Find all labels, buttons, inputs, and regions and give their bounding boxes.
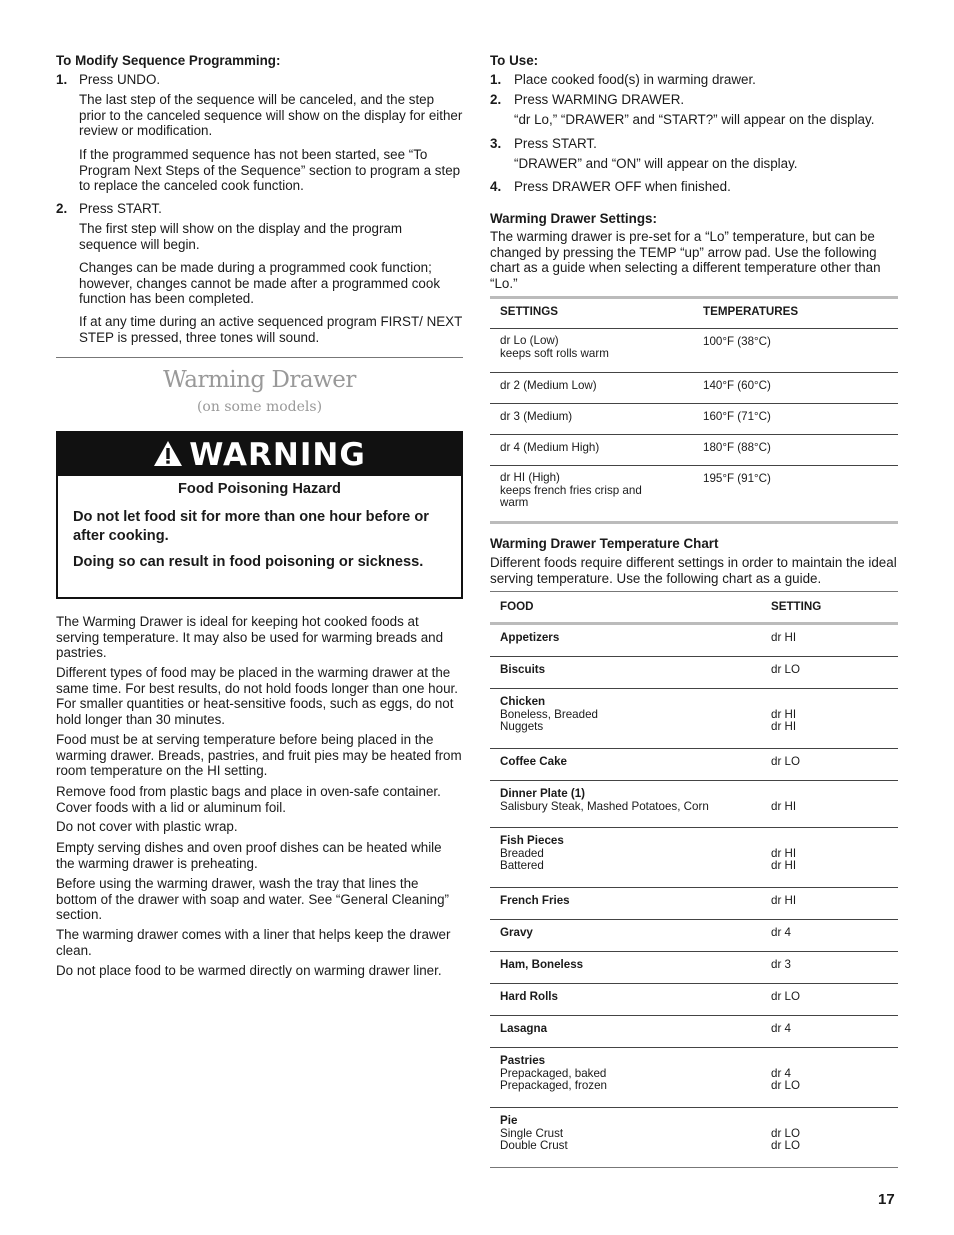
table-header: SETTING xyxy=(771,600,822,613)
food-name: Chicken xyxy=(500,695,546,708)
food-name: Lasagna xyxy=(500,1022,548,1035)
table-row xyxy=(490,920,898,951)
food-setting: dr 4 xyxy=(771,1066,791,1080)
setting-name: dr HI (High) xyxy=(500,471,560,484)
food-name: Dinner Plate (1) xyxy=(500,787,586,800)
food-variant: Salisbury Steak, Mashed Potatoes, Corn xyxy=(500,799,709,813)
food-variant: Battered xyxy=(500,859,544,873)
table-row xyxy=(490,328,898,372)
table-row xyxy=(490,689,898,748)
body-paragraph: Empty serving dishes and oven proof dishes can be heated while the warming drawer is preheating. xyxy=(56,840,442,871)
food-setting: dr LO xyxy=(771,755,800,768)
food-setting: dr LO xyxy=(771,1126,800,1140)
setting-temperature: 195°F (91°C) xyxy=(703,472,771,485)
table-rule xyxy=(490,296,898,299)
body-paragraph: Do not place food to be warmed directly on warming drawer liner. xyxy=(56,963,442,978)
modify-title: To Modify Sequence Programming: xyxy=(56,53,281,68)
setting-spacer xyxy=(771,696,796,709)
food-name: Coffee Cake xyxy=(500,755,568,768)
table-row xyxy=(490,434,898,465)
food-setting: dr HI xyxy=(771,631,797,644)
setting-note: keeps french fries crisp and warm xyxy=(500,483,642,510)
step-number: 3. xyxy=(490,136,502,151)
setting-name: dr 3 (Medium) xyxy=(500,410,573,423)
step-text: Press WARMING DRAWER. xyxy=(514,92,685,107)
step-text: Press START. xyxy=(79,201,162,216)
food-variant: Prepackaged, frozen xyxy=(500,1079,607,1093)
setting-spacer xyxy=(771,835,796,848)
food-variant: Breaded xyxy=(500,846,544,860)
body-paragraph: Do not cover with plastic wrap. xyxy=(56,819,238,834)
table-row xyxy=(490,952,898,983)
table-row xyxy=(490,403,898,434)
setting-spacer xyxy=(771,1055,800,1068)
food-name: Pastries xyxy=(500,1054,546,1067)
body-paragraph: Different types of food may be placed in the warming drawer at the same time. For best results, do not hold foods longer than one hour. For smaller quantities or heat-sensitive foods, such as eggs, do not hold longer than 30 minutes. xyxy=(56,665,458,727)
food-variant: Prepackaged, baked xyxy=(500,1066,607,1080)
food-setting: dr HI xyxy=(771,720,797,734)
setting-spacer xyxy=(771,788,796,801)
setting-name: dr 4 (Medium High) xyxy=(500,441,600,454)
setting-temperature: 180°F (88°C) xyxy=(703,441,771,454)
table-row xyxy=(490,984,898,1015)
food-variant: Double Crust xyxy=(500,1139,568,1153)
step-paragraph: The last step of the sequence will be canceled, and the step prior to the canceled sequence will show on the display for either review or modification. xyxy=(79,92,463,139)
settings-paragraph: The warming drawer is pre-set for a “Lo” temperature, but can be changed by pressing the TEMP “up” arrow pad. Use the following chart as a guide when selecting a different temperature other than “Lo.” xyxy=(490,229,881,291)
step-text: Place cooked food(s) in warming drawer. xyxy=(514,72,756,87)
setting-temperature: 140°F (60°C) xyxy=(703,379,771,392)
food-setting: dr LO xyxy=(771,1079,800,1093)
food-setting: dr LO xyxy=(771,1139,800,1153)
step-paragraph: Changes can be made during a programmed cook function; however, changes cannot be made after a programmed cook function has been completed. xyxy=(79,260,441,307)
food-name: Ham, Boneless xyxy=(500,958,584,971)
food-setting: dr LO xyxy=(771,663,800,676)
step-text: Press START. xyxy=(514,136,597,151)
warning-box xyxy=(56,431,463,599)
food-name: French Fries xyxy=(500,894,570,907)
food-setting: dr HI xyxy=(771,799,797,813)
warning-header xyxy=(58,433,461,476)
warning-word: WARNING xyxy=(189,436,366,473)
step-number: 2. xyxy=(490,92,502,107)
step-note: “DRAWER” and “ON” will appear on the display. xyxy=(514,156,798,171)
step-note: “dr Lo,” “DRAWER” and “START?” will appear on the display. xyxy=(514,112,875,127)
setting-spacer xyxy=(771,1115,800,1128)
table-rule xyxy=(490,521,898,524)
food-setting: dr HI xyxy=(771,859,797,873)
food-name: Gravy xyxy=(500,926,533,939)
table-header: FOOD xyxy=(500,600,534,613)
table-row xyxy=(490,1048,898,1107)
warning-text: Doing so can result in food poisoning or sickness. xyxy=(73,554,424,570)
setting-name: dr Lo (Low) xyxy=(500,334,559,347)
settings-table xyxy=(490,296,898,524)
warning-triangle-icon xyxy=(153,440,183,470)
step-text: Press UNDO. xyxy=(79,72,161,87)
body-paragraph: The Warming Drawer is ideal for keeping hot cooked foods at serving temperature. It may also be used for warming breads and pastries. xyxy=(56,614,444,661)
table-row xyxy=(490,781,898,827)
setting-temperature: 100°F (38°C) xyxy=(703,335,771,348)
chart-paragraph: Different foods require different settings in order to maintain the ideal serving temperature. Use the following chart as a guide. xyxy=(490,555,897,586)
table-row xyxy=(490,625,898,656)
food-setting: dr HI xyxy=(771,894,797,907)
section-title: Warming Drawer xyxy=(163,367,356,393)
table-row xyxy=(490,1108,898,1167)
table-header: SETTINGS xyxy=(500,305,558,318)
table-header: TEMPERATURES xyxy=(703,305,799,318)
food-variant: Single Crust xyxy=(500,1126,564,1140)
step-paragraph: If the programmed sequence has not been started, see “To Program Next Steps of the Sequence” section to program a step to replace the canceled cook function. xyxy=(79,147,461,194)
table-row xyxy=(490,372,898,403)
hazard-title: Food Poisoning Hazard xyxy=(178,481,341,497)
chart-title: Warming Drawer Temperature Chart xyxy=(490,536,719,551)
table-row xyxy=(490,657,898,688)
step-number: 1. xyxy=(56,72,68,87)
section-divider xyxy=(56,357,463,358)
table-rule xyxy=(490,1167,898,1168)
food-variant: Boneless, Breaded xyxy=(500,707,598,721)
section-subtitle: (on some models) xyxy=(196,399,323,415)
body-paragraph: The warming drawer comes with a liner that helps keep the drawer clean. xyxy=(56,927,451,958)
table-row xyxy=(490,1016,898,1047)
setting-note: keeps soft rolls warm xyxy=(500,346,609,360)
food-name: Biscuits xyxy=(500,663,546,676)
table-row xyxy=(490,828,898,887)
step-number: 1. xyxy=(490,72,502,87)
food-table xyxy=(490,591,898,1151)
body-paragraph: Before using the warming drawer, wash the tray that lines the bottom of the drawer with soap and water. See “General Cleaning” section. xyxy=(56,876,450,923)
food-setting: dr HI xyxy=(771,707,797,721)
use-title: To Use: xyxy=(490,53,539,68)
food-variant: Nuggets xyxy=(500,720,544,734)
body-paragraph: Remove food from plastic bags and place in oven-safe container. Cover foods with a lid or aluminum foil. xyxy=(56,784,441,815)
step-text: Press DRAWER OFF when finished. xyxy=(514,179,731,194)
step-paragraph: If at any time during an active sequenced program FIRST/ NEXT STEP is pressed, three tones will sound. xyxy=(79,314,463,345)
food-name: Fish Pieces xyxy=(500,834,564,847)
food-name: Pie xyxy=(500,1114,518,1127)
food-setting: dr 4 xyxy=(771,926,791,939)
settings-title: Warming Drawer Settings: xyxy=(490,211,657,226)
setting-temperature: 160°F (71°C) xyxy=(703,410,771,423)
warning-text: Do not let food sit for more than one hour before or after cooking. xyxy=(73,509,429,544)
food-setting: dr 4 xyxy=(771,1022,791,1035)
step-paragraph: The first step will show on the display and the program sequence will begin. xyxy=(79,221,403,252)
food-name: Hard Rolls xyxy=(500,990,558,1003)
body-paragraph: Food must be at serving temperature before being placed in the warming drawer. Breads, pastries, and fruit pies may be heated from room temperature on the HI setting. xyxy=(56,732,462,779)
food-setting: dr 3 xyxy=(771,958,791,971)
step-number: 2. xyxy=(56,201,68,216)
table-rule xyxy=(490,591,898,592)
page-number: 17 xyxy=(878,1191,895,1208)
food-setting: dr LO xyxy=(771,990,800,1003)
setting-name: dr 2 (Medium Low) xyxy=(500,379,597,392)
food-setting: dr HI xyxy=(771,846,797,860)
food-name: Appetizers xyxy=(500,631,560,644)
table-row xyxy=(490,465,898,520)
table-row xyxy=(490,749,898,780)
table-row xyxy=(490,888,898,919)
step-number: 4. xyxy=(490,179,502,194)
